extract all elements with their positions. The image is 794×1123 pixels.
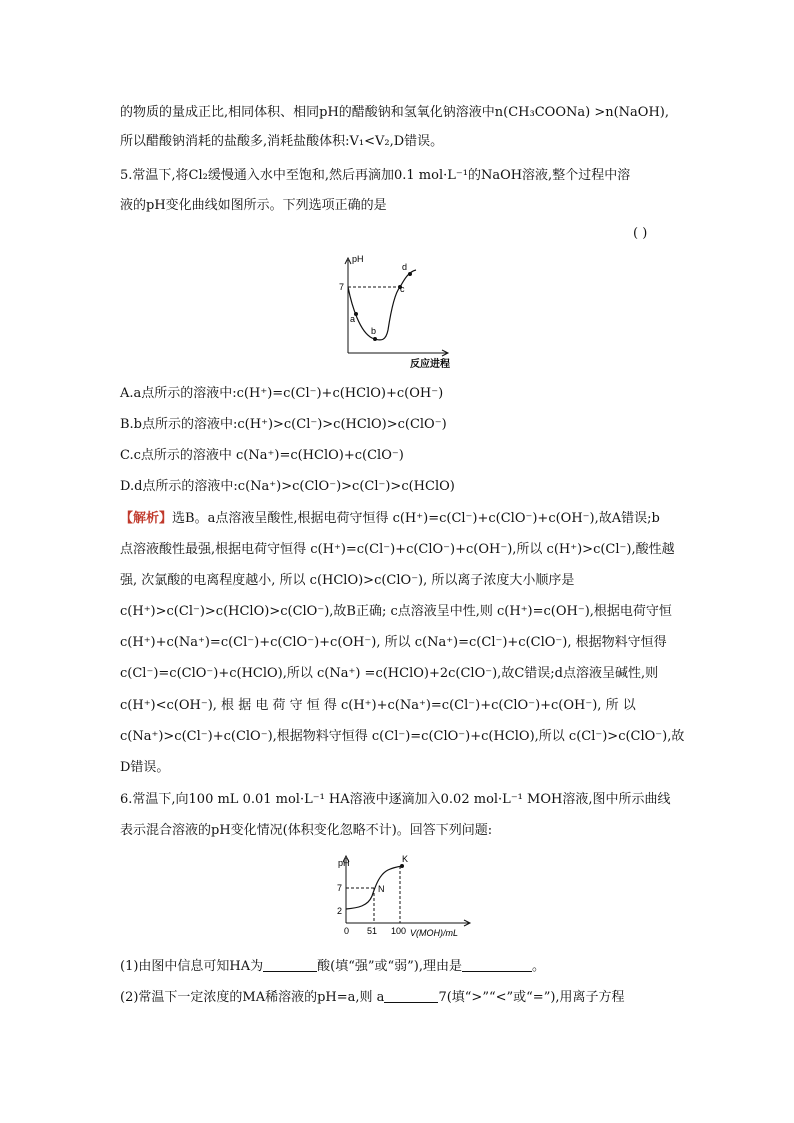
- option-a: A.a点所示的溶液中:c(H⁺)=c(Cl⁻)+c(HClO)+c(OH⁻): [120, 386, 444, 401]
- answer-blank-2[interactable]: [462, 959, 532, 972]
- option-b: B.b点所示的溶液中:c(H⁺)>c(Cl⁻)>c(HClO)>c(ClO⁻): [120, 417, 447, 432]
- label-c: c: [400, 284, 405, 294]
- ph-curve: [348, 270, 416, 340]
- analysis-line: c(H⁺)<c(OH⁻), 根 据 电 荷 守 恒 得 c(H⁺)+c(Na⁺)=c(Cl⁻)+c(ClO⁻)+c(OH⁻), 所 以: [120, 698, 636, 713]
- label-N: N: [378, 884, 385, 894]
- analysis-line: c(Na⁺)>c(Cl⁻)+c(ClO⁻),根据物料守恒得 c(Cl⁻)=c(ClO⁻)+c(HClO),所以 c(Cl⁻)>c(ClO⁻),故: [120, 729, 685, 744]
- sub-question-2: [120, 989, 625, 1007]
- analysis-line: c(Cl⁻)=c(ClO⁻)+c(HClO),所以 c(Na⁺) =c(HClO)+2c(ClO⁻),故C错误;d点溶液呈碱性,则: [120, 666, 659, 681]
- sub-question-1-text: 酸(填“强”或“弱”),理由是: [317, 959, 463, 974]
- label-K: K: [402, 854, 409, 864]
- text-line: 所以醋酸钠消耗的盐酸多,消耗盐酸体积:V₁<V₂,D错误。: [120, 134, 444, 149]
- analysis-text: 选B。a点溶液呈酸性,根据电荷守恒得 c(H⁺)=c(Cl⁻)+c(ClO⁻)+c(OH⁻),故A错误;b: [172, 511, 660, 526]
- label-d: d: [402, 262, 408, 272]
- answer-bracket: ( ): [633, 226, 648, 241]
- analysis-line: D错误。: [120, 760, 170, 775]
- analysis-line: c(H⁺)>c(Cl⁻)>c(HClO)>c(ClO⁻),故B正确; c点溶液呈中性,则 c(H⁺)=c(OH⁻),根据电荷守恒: [120, 604, 672, 619]
- sub-question-1-text: (1)由图中信息可知HA为: [120, 959, 264, 974]
- ph-curve-chart-2: [330, 852, 480, 940]
- answer-blank-1[interactable]: [263, 959, 317, 972]
- question-5-stem: 5.常温下,将Cl₂缓慢通入水中至饱和,然后再滴加0.1 mol·L⁻¹的NaOH溶液,整个过程中溶: [120, 168, 631, 183]
- label-b: b: [371, 326, 377, 336]
- answer-blank-3[interactable]: [384, 990, 438, 1003]
- x-axis-label: 反应进程: [410, 359, 450, 370]
- point-K: [400, 864, 404, 868]
- analysis-line: c(H⁺)+c(Na⁺)=c(Cl⁻)+c(ClO⁻)+c(OH⁻), 所以 c(Na⁺)=c(Cl⁻)+c(ClO⁻), 根据物料守恒得: [120, 635, 667, 650]
- option-d: D.d点所示的溶液中:c(Na⁺)>c(ClO⁻)>c(Cl⁻)>c(HClO): [120, 479, 455, 494]
- option-c: C.c点所示的溶液中 c(Na⁺)=c(HClO)+c(ClO⁻): [120, 448, 404, 463]
- sub-question-1-text: 。: [532, 959, 546, 974]
- x-tick-51: 51: [367, 926, 378, 936]
- question-6-stem: 表示混合溶液的pH变化情况(体积变化忽略不计)。回答下列问题:: [120, 823, 493, 838]
- x-tick-0: 0: [344, 926, 350, 936]
- y-axis-label: pH: [338, 858, 350, 868]
- x-axis-label: V(MOH)/mL: [410, 928, 458, 938]
- ph-curve-chart-1: [330, 252, 470, 372]
- point-b: [373, 337, 377, 341]
- text-line: 的物质的量成正比,相同体积、相同pH的醋酸钠和氢氧化钠溶液中n(CH₃COONa) >n(NaOH),: [120, 105, 669, 120]
- sub-question-2-text: (2)常温下一定浓度的MA稀溶液的pH=a,则 a: [120, 990, 385, 1005]
- analysis-line: 点溶液酸性最强,根据电荷守恒得 c(H⁺)=c(Cl⁻)+c(ClO⁻)+c(OH⁻),所以 c(H⁺)>c(Cl⁻),酸性越: [120, 542, 675, 557]
- y-tick-7: 7: [339, 282, 345, 292]
- analysis-tag: 【解析】: [120, 511, 173, 526]
- y-tick-2: 2: [337, 906, 343, 916]
- analysis-line: [120, 510, 660, 528]
- label-a: a: [350, 314, 356, 324]
- point-d: [408, 272, 412, 276]
- question-5-stem: 液的pH变化曲线如图所示。下列选项正确的是: [120, 198, 387, 213]
- question-6-stem: 6.常温下,向100 mL 0.01 mol·L⁻¹ HA溶液中逐滴加入0.02 mol·L⁻¹ MOH溶液,图中所示曲线: [120, 792, 671, 807]
- sub-question-1: [120, 958, 545, 976]
- y-axis-label: pH: [352, 254, 364, 264]
- y-tick-7: 7: [337, 883, 343, 893]
- x-tick-100: 100: [391, 926, 407, 936]
- analysis-line: 强, 次氯酸的电离程度越小, 所以 c(HClO)>c(ClO⁻), 所以离子浓度大小顺序是: [120, 573, 575, 588]
- sub-question-2-text: 7(填“>”“<”或“=”),用离子方程: [438, 990, 625, 1005]
